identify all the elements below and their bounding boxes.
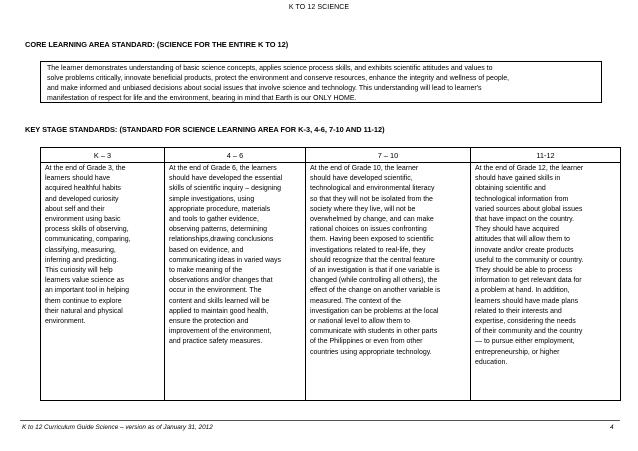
key-stage-standards-table bbox=[40, 147, 621, 401]
cell-text-line: an important tool in helping bbox=[45, 287, 130, 295]
cell-text-line: They should be able to process bbox=[475, 267, 573, 275]
footer-divider bbox=[20, 420, 620, 421]
cell-text-line: of the Philippines or even from other bbox=[310, 338, 423, 346]
cell-text-line: of their community and the country bbox=[475, 328, 583, 336]
page-header-title: K TO 12 SCIENCE bbox=[288, 4, 350, 11]
cell-text-line: content and skills learned will be bbox=[169, 297, 270, 305]
cell-text-line: investigation can be problems at the local bbox=[310, 307, 439, 315]
core-standard-line: solve problems critically, innovate beneficial products, protect the environment and conserve resources, enhance the integrity and wellness of people, bbox=[47, 75, 510, 83]
cell-text-line: ensure the protection and bbox=[169, 318, 249, 326]
footer-caption: K to 12 Curriculum Guide Science – version as of January 31, 2012 bbox=[22, 424, 213, 431]
cell-text-line: observations and/or changes that bbox=[169, 277, 273, 285]
cell-text-line: should have developed scientific, bbox=[310, 175, 413, 183]
cell-text-line: communicating, comparing, bbox=[45, 236, 131, 244]
cell-text-line: measured. The context of the bbox=[310, 297, 401, 305]
cell-text-line: process skills of observing, bbox=[45, 226, 129, 234]
cell-text-line: At the end of Grade 12, the learner bbox=[475, 165, 584, 172]
cell-4-6 bbox=[165, 163, 306, 401]
column-header-7-10: 7 – 10 bbox=[306, 148, 471, 163]
page-number: 4 bbox=[610, 424, 614, 431]
cell-text-line: — to pursue either employment, bbox=[475, 338, 575, 346]
cell-text-line: countries using appropriate technology. bbox=[310, 348, 432, 356]
cell-text-line: environment using basic bbox=[45, 216, 121, 224]
cell-text-line: rational choices on issues confronting bbox=[310, 226, 427, 234]
cell-text-line: learners value science as bbox=[45, 277, 124, 285]
cell-text-line: society where they live, will not be bbox=[310, 205, 416, 213]
cell-text-line: entrepreneurship, or higher bbox=[475, 348, 560, 356]
cell-text-line: of an investigation is that if one variable is bbox=[310, 267, 440, 275]
cell-text-line: so that they will not be isolated from the bbox=[310, 195, 433, 203]
cell-text-line: and practice safety measures. bbox=[169, 338, 263, 346]
cell-text-line: skills of scientific inquiry – designing bbox=[169, 185, 282, 193]
column-header-4-6: 4 – 6 bbox=[165, 148, 306, 163]
cell-text-line: should have gained skills in bbox=[475, 175, 561, 183]
cell-text-line: classifying, measuring, bbox=[45, 246, 116, 254]
cell-text-line: This curiosity will help bbox=[45, 267, 113, 275]
cell-text-line: communicating ideas in varied ways bbox=[169, 256, 282, 264]
cell-text-line: investigations related to real-life, they bbox=[310, 246, 426, 254]
cell-text-line: occur in the environment. The bbox=[169, 287, 262, 295]
cell-text-line: based on evidence, and bbox=[169, 246, 244, 254]
cell-text-line: relationships,drawing conclusions bbox=[169, 236, 274, 244]
cell-text-line: obtaining scientific and bbox=[475, 185, 546, 193]
cell-text-line: applied to maintain good health, bbox=[169, 307, 269, 315]
cell-text-line: learners should have made plans bbox=[475, 297, 579, 305]
cell-text-line: attitudes that will allow them to bbox=[475, 236, 570, 244]
cell-text-line: learners should have bbox=[45, 175, 110, 183]
key-stage-heading: KEY STAGE STANDARDS: (STANDARD FOR SCIENCE LEARNING AREA FOR K-3, 4-6, 7-10 AND 11-12) bbox=[25, 125, 385, 134]
cell-text-line: communicate with students in other parts bbox=[310, 328, 438, 336]
cell-11-12 bbox=[471, 163, 621, 401]
cell-7-10 bbox=[306, 163, 471, 401]
core-standard-heading: CORE LEARNING AREA STANDARD: (SCIENCE FOR THE ENTIRE K TO 12) bbox=[25, 40, 289, 49]
cell-text-line: them continue to explore bbox=[45, 297, 122, 305]
cell-text-line: environment. bbox=[45, 318, 86, 326]
cell-text-line: effect of the change on another variable is bbox=[310, 287, 441, 295]
cell-text-line: technological information from bbox=[475, 195, 569, 203]
cell-text-line: They should have acquired bbox=[475, 226, 560, 234]
cell-text-line: and developed curiosity bbox=[45, 195, 119, 203]
cell-text-line: At the end of Grade 6, the learners bbox=[169, 165, 277, 172]
core-standard-line: manifestation of respect for life and the environment, bearing in mind that Earth is our ONLY HOME. bbox=[47, 95, 357, 103]
cell-text-line: At the end of Grade 10, the learner bbox=[310, 165, 419, 172]
core-standard-box bbox=[40, 61, 602, 103]
cell-text-line: simple investigations, using bbox=[169, 195, 255, 203]
cell-text-line: and tools to gather evidence, bbox=[169, 216, 259, 224]
cell-k-3 bbox=[41, 163, 165, 401]
cell-text-line: that have impact on the country. bbox=[475, 216, 575, 224]
cell-text-line: their natural and physical bbox=[45, 307, 123, 315]
table-row bbox=[41, 163, 621, 401]
cell-text-line: improvement of the environment, bbox=[169, 328, 272, 336]
cell-text-line: observing patterns, determining bbox=[169, 226, 268, 234]
cell-text-line: related to their interests and bbox=[475, 307, 562, 315]
cell-text-line: useful to the community or country. bbox=[475, 256, 584, 264]
cell-text-line: should have developed the essential bbox=[169, 175, 283, 183]
core-standard-line: The learner demonstrates understanding of basic science concepts, applies science process skills, and exhibits scientific attitudes and values to bbox=[47, 65, 493, 72]
cell-text-line: acquired healthful habits bbox=[45, 185, 121, 193]
cell-text-line: inferring and predicting. bbox=[45, 256, 119, 264]
cell-text-line: to make meaning of the bbox=[169, 267, 243, 275]
cell-text-line: information to get relevant data for bbox=[475, 277, 582, 285]
cell-text-line: a problem at hand. In addition, bbox=[475, 287, 570, 295]
cell-text-line: technological and environmental literacy bbox=[310, 185, 435, 193]
cell-text-line: varied sources about global issues bbox=[475, 205, 583, 213]
column-header-k-3: K – 3 bbox=[41, 148, 165, 163]
cell-text-line: them. Having been exposed to scientific bbox=[310, 236, 434, 244]
cell-text-line: expertise, considering the needs bbox=[475, 318, 576, 326]
core-standard-line: and make informed and unbiased decisions about social issues that involve science and technology. This understanding will lead to learner's bbox=[47, 85, 482, 93]
cell-text-line: should recognize that the central feature bbox=[310, 256, 435, 264]
cell-text-line: overwhelmed by change, and can make bbox=[310, 216, 434, 224]
cell-text-line: appropriate procedure, materials bbox=[169, 205, 271, 213]
cell-text-line: or national level to allow them to bbox=[310, 318, 410, 326]
column-header-11-12: 11-12 bbox=[471, 148, 621, 163]
cell-text-line: about self and their bbox=[45, 205, 105, 213]
cell-text-line: innovate and/or create products bbox=[475, 246, 574, 254]
cell-text-line: At the end of Grade 3, the bbox=[45, 165, 126, 172]
cell-text-line: education. bbox=[475, 358, 508, 366]
cell-text-line: changed (while controlling all others), the bbox=[310, 277, 438, 285]
table-header-row bbox=[41, 148, 621, 163]
